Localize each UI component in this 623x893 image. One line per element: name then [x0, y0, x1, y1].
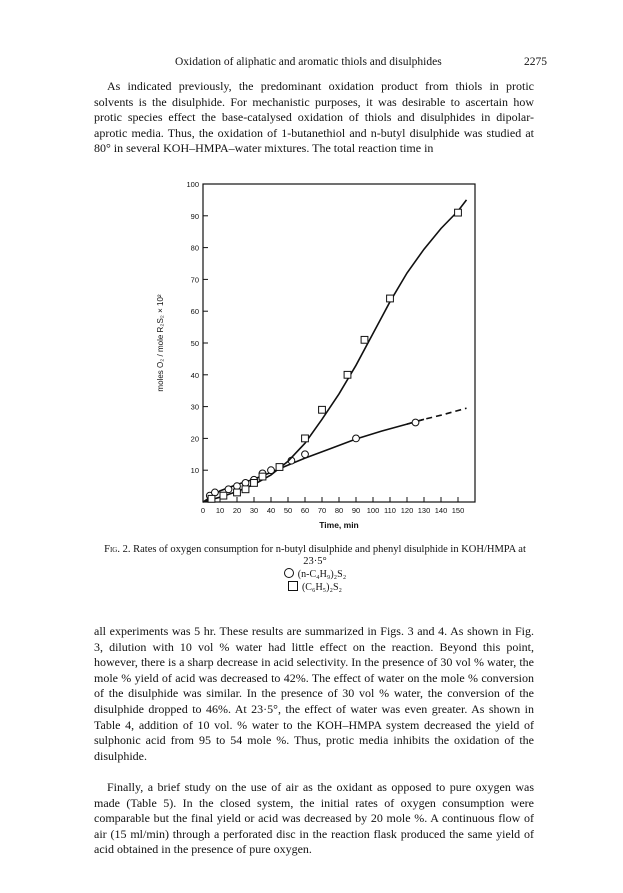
data-point-square [361, 336, 368, 343]
figure-2 [140, 176, 480, 536]
y-tick-label: 100 [186, 180, 199, 189]
data-point-square [251, 480, 258, 487]
x-tick-label: 40 [266, 506, 276, 515]
x-tick-label: 140 [434, 506, 448, 515]
data-point-square [276, 464, 283, 471]
intro-paragraph: As indicated previously, the predominant oxidation product from thiols in protic solvents is the disulphide. For mechanistic purposes, it was desirable to ascertain how protic species effect the base-catalysed oxidation of thiols and disulphides in dipolar-aprotic media. Thus, the oxidation of 1-butanethiol and n-butyl disulphide was studied at 80° in several KOH–HMPA–water mixtures. The total reaction time in [94, 79, 534, 156]
caption-label: Fig. 2. [104, 544, 131, 555]
data-point-square [455, 209, 462, 216]
x-tick-label: 60 [300, 506, 310, 515]
y-tick-label: 30 [190, 402, 199, 412]
data-point-square [302, 435, 309, 442]
x-tick-label: 100 [366, 506, 380, 515]
data-point-square [344, 371, 351, 378]
data-point-square [208, 495, 215, 502]
legend-entry-square [100, 581, 530, 594]
y-tick-label: 10 [190, 466, 199, 476]
x-tick-label: 20 [232, 506, 242, 515]
x-tick-label: 130 [417, 506, 431, 515]
legend-square-label: (C₆H₅)₂S₂ [301, 582, 343, 593]
page-number: 2275 [524, 56, 547, 68]
x-tick-label: 70 [317, 506, 327, 515]
legend-entry-circle [100, 568, 530, 581]
data-point-circle [353, 435, 360, 442]
legend-circle-label: (n-C₄H₉)₂S₂ [297, 569, 347, 580]
y-tick-label: 90 [190, 211, 199, 221]
caption-text: Rates of oxygen consumption for n-butyl disulphide and phenyl disulphide in KOH/HMPA at 23·5° [133, 544, 526, 567]
y-tick-label: 20 [190, 434, 199, 444]
data-point-square [242, 486, 249, 493]
data-point-circle [242, 480, 249, 487]
x-tick-label: 150 [451, 506, 465, 515]
data-point-circle [225, 486, 232, 493]
y-tick-label: 70 [190, 275, 199, 285]
x-tick-label: 30 [249, 506, 259, 515]
data-point-square [387, 295, 394, 302]
data-point-square [319, 406, 326, 413]
oxygen-consumption-chart [140, 176, 480, 536]
y-tick-label: 80 [190, 243, 199, 253]
x-tick-label: 0 [200, 506, 206, 515]
x-tick-label: 110 [384, 506, 396, 515]
body-paragraph-2: Finally, a brief study on the use of air as the oxidant as opposed to pure oxygen was made (Table 5). In the closed system, the initial rates of oxygen consumption were comparable but the final yield or acid was decreased by 20 mole %. A continuous flow of air (15 ml/min) through a perforated disc in the reaction flask produced the same yield of acid obtained in the presence of pure oxygen. [94, 780, 534, 857]
y-tick-label: 60 [190, 307, 199, 317]
x-tick-label: 80 [334, 506, 344, 515]
data-point-circle [212, 489, 219, 496]
data-point-square [220, 492, 227, 499]
figure-caption [100, 544, 530, 594]
curve-square [203, 200, 467, 502]
y-axis-label: moles O₂ / mole R₂S₂ × 10² [156, 294, 165, 392]
x-tick-label: 120 [400, 506, 414, 515]
y-tick-label: 50 [190, 339, 199, 348]
data-point-circle [412, 419, 419, 426]
data-point-square [234, 489, 241, 496]
x-tick-label: 10 [215, 506, 225, 515]
y-tick-label: 40 [190, 370, 199, 380]
circle-marker-icon [284, 568, 294, 578]
square-marker-icon [288, 581, 298, 591]
plot-frame [203, 184, 475, 502]
body-paragraph-1: all experiments was 5 hr. These results are summarized in Figs. 3 and 4. As shown in Fig. 3, dilution with 10 vol % water had little effect on the reaction. Beyond this point, however, there is a sharp decrease in acid selectivity. In the presence of 30 vol % water, the mole % yield of acid was decreased to 42%. The effect of water on the mole % conversion of the disulphide was similar. In the presence of 30 vol % water, the conversion of the disulphide dropped to 46%. At 23·5°, the effect of water was even greater. As shown in Table 4, addition of 10 vol. % water to the KOH–HMPA system decreased the yield of sulphonic acid from 95 to 54 mole %. Thus, protic media inhibits the oxidation of the disulphide. [94, 624, 534, 763]
data-point-circle [234, 483, 241, 490]
x-axis-label: Time, min [319, 520, 359, 530]
running-header [0, 56, 623, 72]
x-tick-label: 90 [351, 506, 361, 515]
running-title: Oxidation of aliphatic and aromatic thiols and disulphides [175, 56, 442, 68]
data-point-circle [302, 451, 309, 458]
data-point-square [259, 473, 266, 480]
x-tick-label: 50 [283, 506, 293, 515]
